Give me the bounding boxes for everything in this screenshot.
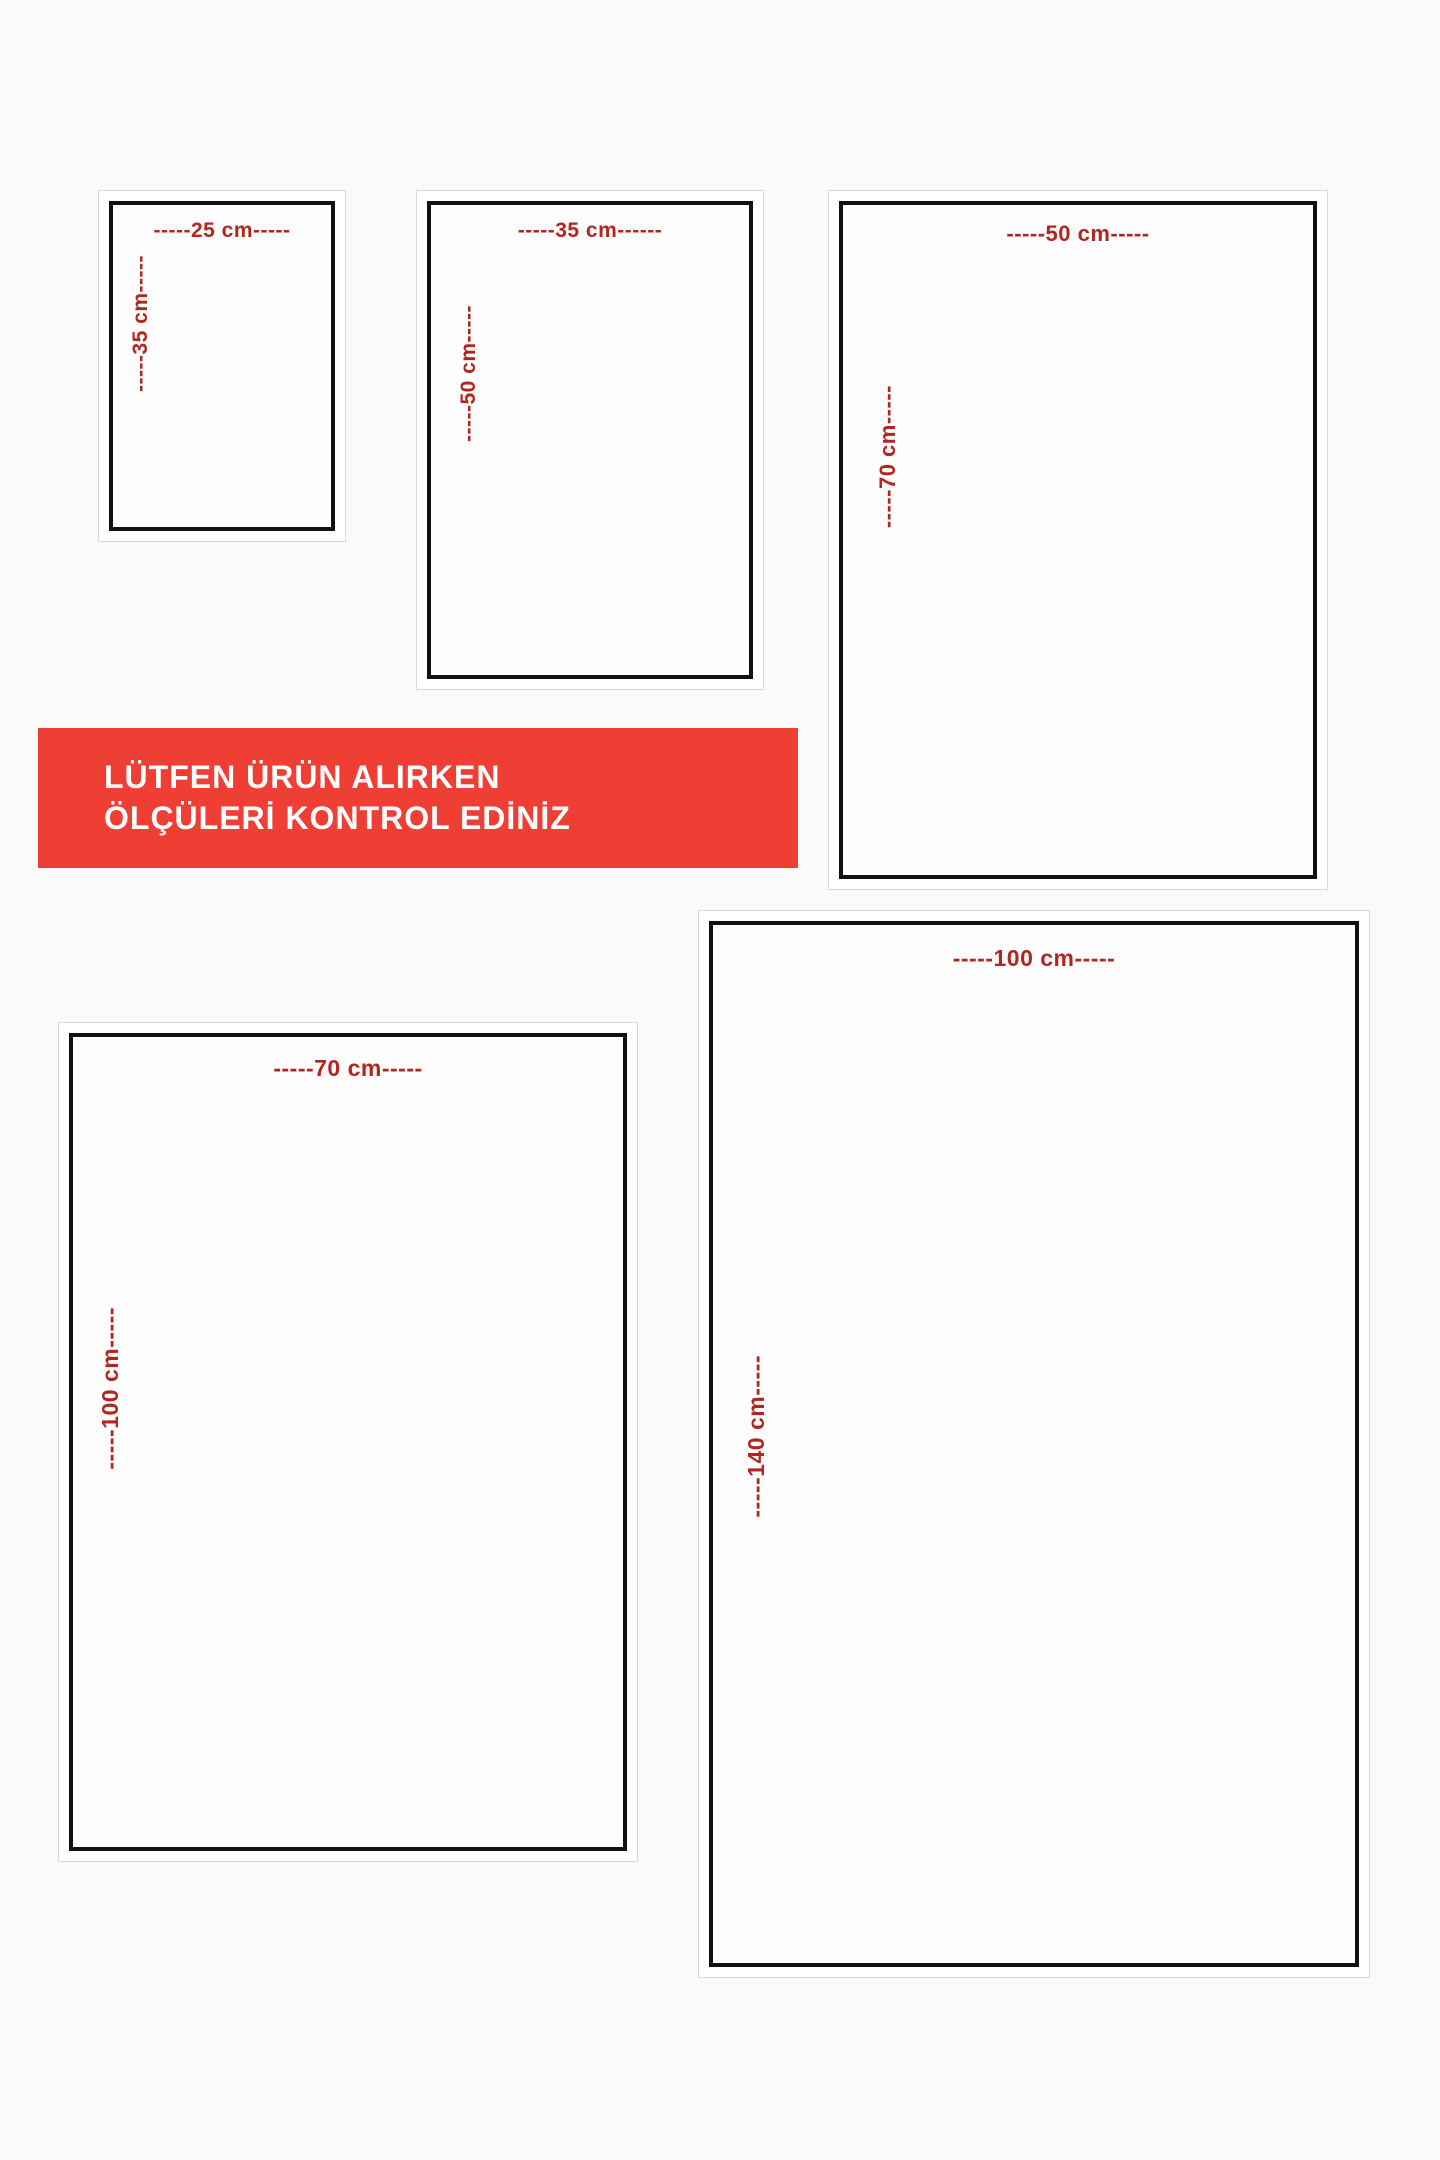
size-70x100-height-label: -----100 cm----- <box>97 1307 123 1470</box>
size-100x140-height-label: -----140 cm----- <box>743 1355 769 1518</box>
size-70x100-width-label: -----70 cm----- <box>273 1055 423 1081</box>
size-sample-100x140 <box>698 910 1370 1978</box>
measurement-warning-banner <box>38 728 798 868</box>
size-35x50-width-label: -----35 cm------ <box>517 219 663 242</box>
size-35x50-height-label: -----50 cm----- <box>457 305 480 442</box>
size-50x70-width-label: -----50 cm----- <box>1006 221 1150 246</box>
size-sample-70x100 <box>58 1022 638 1862</box>
size-sample-25x35 <box>98 190 346 542</box>
size-sample-frame <box>69 1033 627 1851</box>
size-sample-35x50 <box>416 190 764 690</box>
size-100x140-width-label: -----100 cm----- <box>952 945 1116 971</box>
size-sample-frame <box>839 201 1317 879</box>
warning-line-1: LÜTFEN ÜRÜN ALIRKEN <box>104 759 501 796</box>
size-sample-frame <box>427 201 753 679</box>
size-25x35-height-label: -----35 cm----- <box>129 255 152 392</box>
size-50x70-height-label: -----70 cm----- <box>875 385 900 529</box>
size-sample-frame <box>109 201 335 531</box>
warning-line-2: ÖLÇÜLERİ KONTROL EDİNİZ <box>104 800 571 836</box>
size-sample-frame <box>709 921 1359 1967</box>
size-sample-50x70 <box>828 190 1328 890</box>
size-25x35-width-label: -----25 cm----- <box>153 219 291 242</box>
